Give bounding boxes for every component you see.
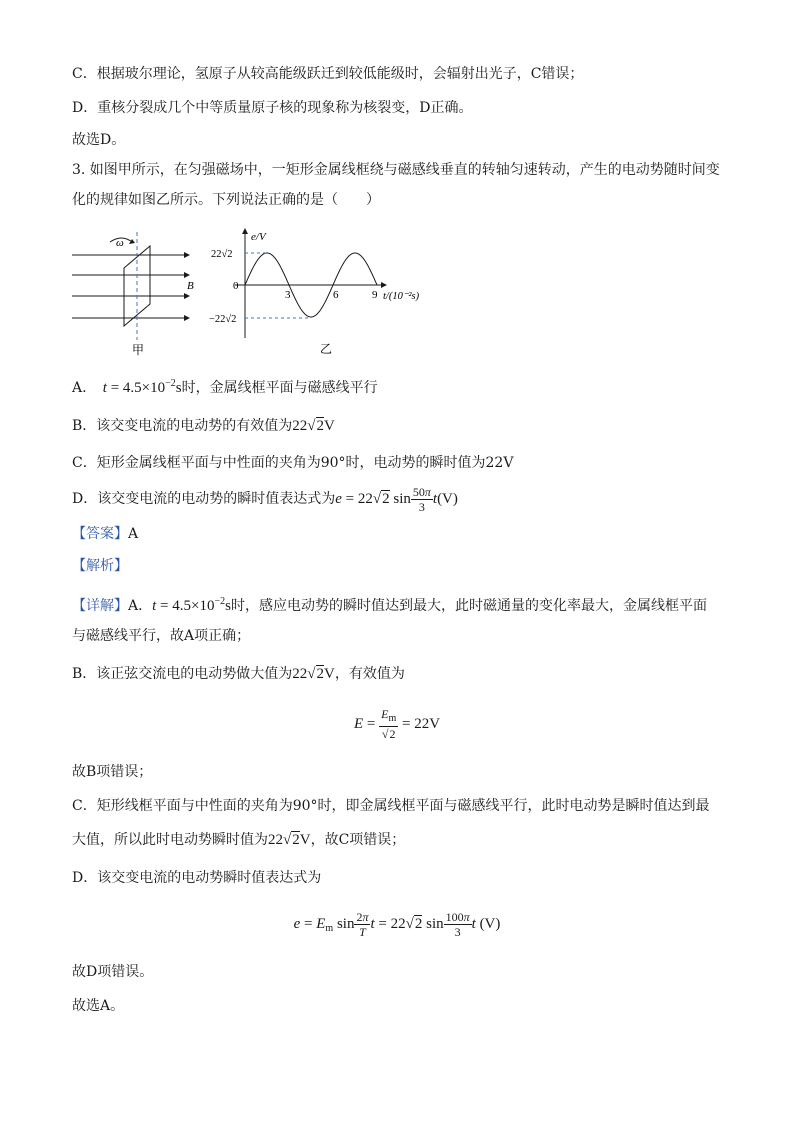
analysis-tag: 【解析】 [72,558,128,574]
equation-instantaneous: $e = E_m$ sin $\frac{2\pi}{T}$ t = 22√2 sin $\frac{100\pi}{3}$ t (V) [293,909,501,939]
detail-a2: 与磁感线平行，故A项正确； [72,628,251,644]
detail-b: B．该正弦交流电的电动势做大值为22√2V，有效值为 [72,666,405,682]
option-c: C．矩形金属线框平面与中性面的夹角为90°时，电动势的瞬时值为22V [72,455,514,471]
detail-d2: 故D项错误。 [72,964,154,980]
tick-label: 3 [285,289,291,301]
figure-label-jia: 甲 [132,343,145,357]
detail-c1: C．矩形线框平面与中性面的夹角为90°时，即金属线框平面与磁感线平行，此时电动势是瞬时值达到最 [72,798,710,814]
final-answer: 故选A。 [72,998,125,1014]
question-stem: 3. 如图甲所示，在匀强磁场中，一矩形金属线框绕与磁感线垂直的转轴匀速转动，产生的电动势随时间变 [72,162,720,178]
text-line: D．重核分裂成几个中等质量原子核的现象称为核裂变，D正确。 [72,100,473,116]
origin-label: 0 [233,280,239,292]
y-max-label: 22√2 [211,249,233,260]
option-d: D．该交变电流的电动势的瞬时值表达式为e = 22√2 sin $\frac{50\pi}{3}$ t(V) [72,484,458,514]
figure-yi [205,226,435,358]
detail-c2: 大值，所以此时电动势瞬时值为22√2V，故C项错误； [72,832,406,848]
option-b: B．该交变电流的电动势的有效值为22√2V [72,418,335,434]
equation-effective-value: E = $\frac{E_m}{√2}$ = 22V [353,707,441,741]
b-label: B [187,280,194,292]
option-a: A. $t = 4.5\times 10^{-2}s$时，金属线框平面与磁感线平行 [72,378,378,396]
figure-label-yi: 乙 [320,342,333,356]
rectangular-coil [124,246,150,326]
y-min-label: −22√2 [209,314,237,325]
y-axis-label: e/V [251,231,266,243]
text-line: C．根据玻尔理论，氢原子从较高能级跃迁到较低能级时，会辐射出光子，C错误； [72,66,584,82]
detail-b2: 故B项错误； [72,764,153,780]
tick-label: 6 [333,289,339,301]
answer-line: 【答案】A [72,526,139,542]
omega-label: ω [116,237,124,249]
detail-a: 【详解】A．$t = 4.5\times 10^{-2}s$时，感应电动势的瞬时值达到最大，此时磁通量的变化率最大，金属线框平面 [72,596,707,614]
text-line: 故选D。 [72,132,126,148]
figure-jia [66,228,206,358]
question-stem: 化的规律如图乙所示。下列说法正确的是（ ） [72,192,380,208]
x-axis-label: t/(10⁻²s) [383,291,420,302]
detail-d1: D．该交变电流的电动势瞬时值表达式为 [72,870,322,886]
tick-label: 9 [372,289,378,301]
